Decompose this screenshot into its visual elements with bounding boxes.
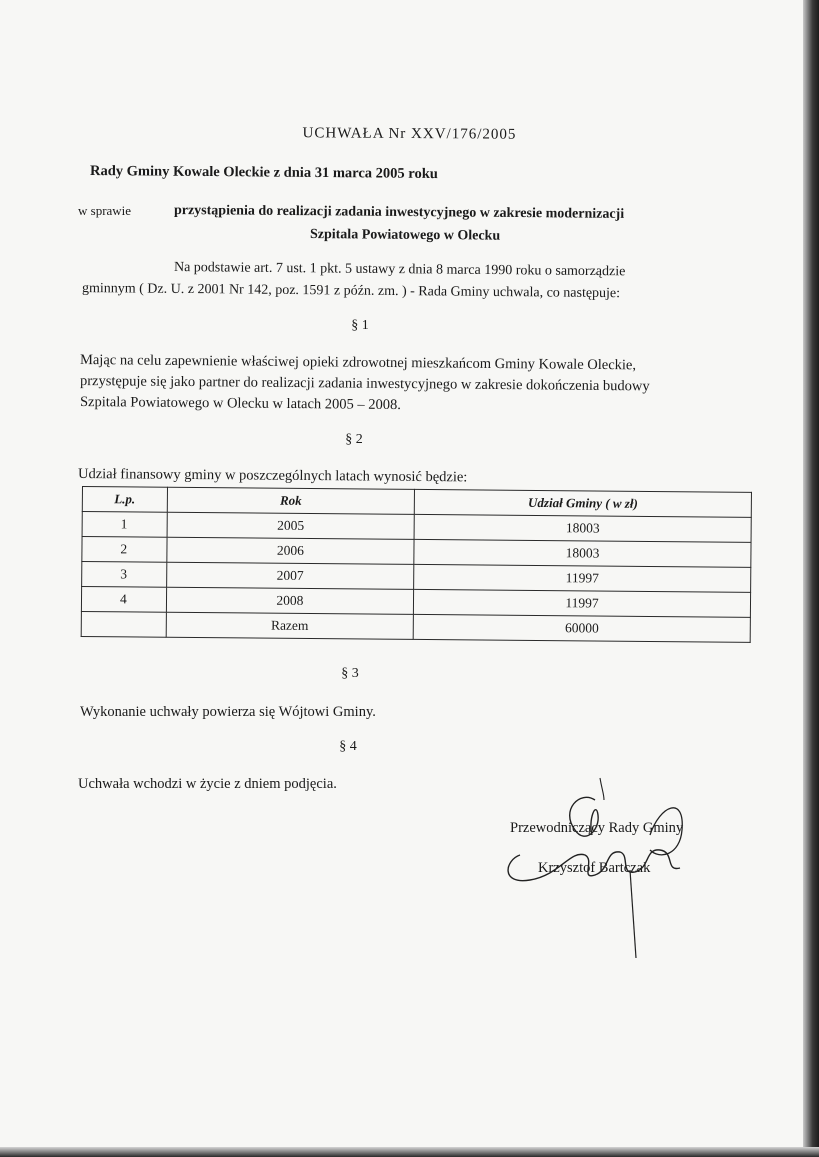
scan-edge-bottom bbox=[0, 1147, 819, 1157]
cell-amount: 11997 bbox=[414, 589, 751, 617]
subject-line-1: przystąpienia do realizacji zadania inwestycyjnego w zakresie modernizacji bbox=[173, 203, 625, 222]
cell-amount: 18003 bbox=[414, 539, 751, 567]
handwritten-signature bbox=[500, 760, 740, 980]
subject-label: w sprawie bbox=[78, 203, 132, 218]
paragraph-3-mark: § 3 bbox=[341, 666, 359, 681]
cell-lp: 4 bbox=[81, 587, 166, 613]
header-rok: Rok bbox=[167, 487, 415, 514]
cell-year: 2007 bbox=[166, 562, 414, 589]
paragraph-1-line-3: Szpitala Powiatowego w Olecku w latach 2005 – 2008. bbox=[79, 394, 402, 414]
cell-total-amount: 60000 bbox=[413, 614, 750, 642]
paragraph-2-mark: § 2 bbox=[345, 432, 363, 447]
council-date-line: Rady Gminy Kowale Oleckie z dnia 31 marca 2005 roku bbox=[89, 163, 438, 183]
signatory-name: Krzysztof Bartczak bbox=[538, 860, 651, 876]
paragraph-2-intro: Udział finansowy gminy w poszczególnych latach wynosić będzie: bbox=[77, 466, 468, 486]
header-udzial: Udział Gminy ( w zł) bbox=[414, 489, 751, 517]
resolution-title: UCHWAŁA Nr XXV/176/2005 bbox=[302, 125, 517, 143]
cell-lp: 3 bbox=[82, 562, 167, 588]
signatory-role: Przewodniczący Rady Gminy bbox=[510, 820, 684, 836]
cell-lp: 1 bbox=[82, 512, 167, 538]
cell-total-label: Razem bbox=[166, 612, 414, 639]
scan-edge-right bbox=[803, 0, 819, 1157]
cell-amount: 18003 bbox=[414, 514, 751, 542]
cell-year: 2008 bbox=[166, 587, 414, 614]
header-lp: L.p. bbox=[82, 487, 167, 513]
paragraph-1-line-1: Mając na celu zapewnienie właściwej opieki zdrowotnej mieszkańcom Gminy Kowale Oleckie, bbox=[79, 352, 637, 374]
paragraph-3-text: Wykonanie uchwały powierza się Wójtowi Gminy. bbox=[80, 704, 376, 720]
legal-basis-line-1: Na podstawie art. 7 ust. 1 pkt. 5 ustawy z dnia 8 marca 1990 roku o samorządzie bbox=[173, 260, 626, 280]
cell-year: 2005 bbox=[167, 512, 415, 539]
financial-share-table bbox=[81, 486, 752, 643]
cell-amount: 11997 bbox=[414, 564, 751, 592]
paragraph-4-mark: § 4 bbox=[339, 739, 357, 754]
cell-lp: 2 bbox=[82, 537, 167, 563]
paragraph-1-mark: § 1 bbox=[351, 318, 369, 333]
subject-line-2: Szpitala Powiatowego w Olecku bbox=[309, 227, 501, 244]
cell-year: 2006 bbox=[167, 537, 415, 564]
legal-basis-line-2: gminnym ( Dz. U. z 2001 Nr 142, poz. 1591 z późn. zm. ) - Rada Gminy uchwala, co następuje: bbox=[81, 281, 621, 302]
paragraph-1-line-2: przystępuje się jako partner do realizacji zadania inwestycyjnego w zakresie dokończenia budowy bbox=[79, 373, 650, 395]
cell-lp bbox=[81, 611, 166, 637]
table-total-row bbox=[81, 611, 750, 642]
paragraph-4-text: Uchwała wchodzi w życie z dniem podjęcia. bbox=[78, 776, 337, 792]
